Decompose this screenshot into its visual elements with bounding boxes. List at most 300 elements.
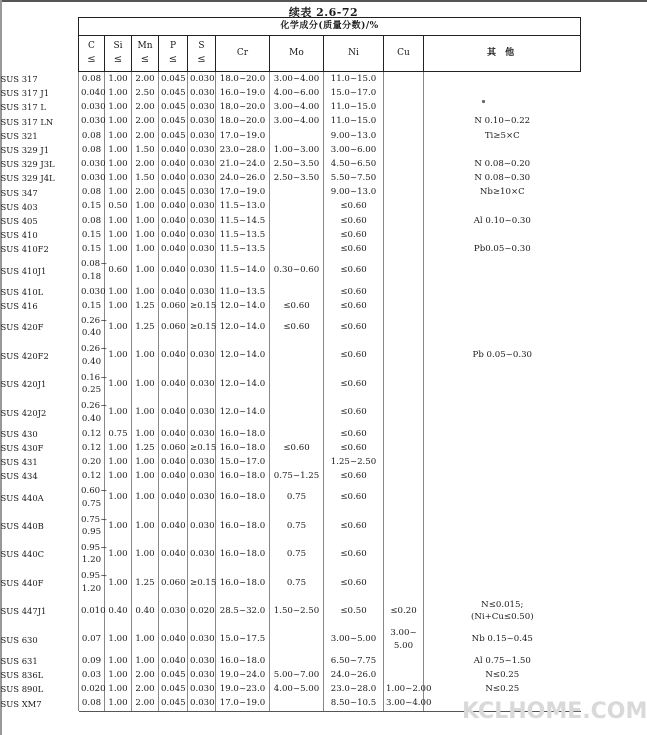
cell-si: 1.00 [105,370,132,398]
cell-ni: ≤0.60 [324,256,384,284]
cell-cr: 16.0~18.0 [216,512,270,540]
table-row [79,157,581,171]
table-row [79,469,581,483]
cell-cr: 18.0~20.0 [216,100,270,114]
cell-ni: ≤0.60 [324,242,384,256]
cell-cr: 16.0~18.0 [216,441,270,455]
cell-c [79,398,108,426]
table-row [79,242,581,256]
cell-s: 0.030 [188,625,216,653]
cell-si: 1.00 [105,72,132,87]
cell-p: 0.045 [159,668,188,682]
cell-si: 1.00 [105,242,132,256]
grade-label: SUS 329 J4L [0,173,55,184]
cell-c: 0.030 [79,171,105,185]
cell-c: 0.030 [79,157,105,171]
cell-mo [270,200,324,214]
cell-s: 0.030 [188,72,216,87]
cell-other [424,427,581,441]
cell-p: 0.040 [159,654,188,668]
table-row [79,256,581,284]
cell-other: Pb 0.05~0.30 [424,342,581,370]
cell-mn: 1.00 [132,370,159,398]
cell-ni: 11.0~15.0 [324,115,384,129]
cell-c: 0.030 [79,285,105,299]
header-si-label: Si [113,41,123,51]
grade-label: SUS 430 [0,428,38,439]
cell-cu [384,441,424,455]
cell-cr: 11.5~13.0 [216,200,270,214]
grade-label: SUS 410 [0,229,38,240]
cell-s: 0.030 [188,242,216,256]
cell-cu [384,512,424,540]
cell-other-line: (Ni+Cu≤0.50) [470,612,534,623]
cell-c-line: 0.75~ [81,514,108,525]
cell-cr: 17.0~19.0 [216,186,270,200]
cell-ni: ≤0.60 [324,441,384,455]
cell-cu [384,342,424,370]
cell-c: 0.020 [79,682,105,696]
cell-cu [384,427,424,441]
table-row [79,512,581,540]
cell-s: ≥0.15 [188,569,216,597]
header-other: 其 他 [424,36,581,72]
page-top-edge [0,0,647,2]
cell-mo: 0.75~1.25 [270,469,324,483]
cell-mo: 1.50~2.50 [270,597,324,625]
cell-cu [384,143,424,157]
cell-ni: ≤0.50 [324,597,384,625]
cell-mn: 1.50 [132,171,159,185]
cell-s: 0.030 [188,86,216,100]
cell-ni: ≤0.60 [324,370,384,398]
cell-ni: ≤0.60 [324,469,384,483]
cell-c [79,342,108,370]
grade-label: SUS 416 [0,300,38,311]
table-body [0,72,581,712]
cell-si: 1.00 [105,100,132,114]
cell-c: 0.15 [79,242,105,256]
cell-other [424,313,581,341]
cell-mn: 2.00 [132,115,159,129]
grade-label: SUS 890L [0,684,44,695]
cell-ni: ≤0.60 [324,398,384,426]
cell-mn: 1.00 [132,285,159,299]
cell-p: 0.040 [159,342,188,370]
cell-cr: 28.5~32.0 [216,597,270,625]
cell-p: 0.040 [159,256,188,284]
cell-mo [270,129,324,143]
cell-other [424,569,581,597]
header-c [79,36,105,72]
cell-p: 0.040 [159,157,188,171]
cell-cu [384,200,424,214]
header-s-label: S [198,41,205,51]
cell-cu [384,256,424,284]
cell-s: 0.030 [188,129,216,143]
header-composition-group: 化学成分(质量分数)/% [79,18,581,36]
cell-s: 0.030 [188,427,216,441]
cell-c-line: 0.40 [81,328,102,339]
cell-mn: 1.00 [132,214,159,228]
cell-mo: 3.00~4.00 [270,100,324,114]
cell-ni: 4.50~6.50 [324,157,384,171]
cell-cr: 17.0~19.0 [216,129,270,143]
cell-c: 0.08 [79,186,105,200]
cell-cr: 12.0~14.0 [216,342,270,370]
cell-cu [384,171,424,185]
cell-c-line: 0.95 [81,527,102,538]
cell-cr: 18.0~20.0 [216,115,270,129]
cell-cu [384,313,424,341]
cell-p: 0.040 [159,200,188,214]
header-c-label: C [88,41,95,51]
cell-other: N 0.08~0.20 [424,157,581,171]
cell-cr: 12.0~14.0 [216,370,270,398]
cell-s: 0.030 [188,228,216,242]
cell-s: 0.030 [188,398,216,426]
table-row [79,214,581,228]
cell-mn: 1.00 [132,512,159,540]
cell-cr: 23.0~28.0 [216,143,270,157]
grade-label: SUS 430F [0,442,44,453]
cell-mo: 2.50~3.50 [270,171,324,185]
cell-cu [384,398,424,426]
cell-cr: 11.5~14.0 [216,256,270,284]
cell-other: Pb0.05~0.30 [424,242,581,256]
cell-c: 0.040 [79,86,105,100]
cell-c [79,512,108,540]
table-row [79,569,581,597]
cell-mo: ≤0.60 [270,313,324,341]
cell-c-line: 0.26~ [81,401,108,412]
table-row [79,484,581,512]
cell-si: 1.00 [105,625,132,653]
cell-c [79,484,108,512]
table-row [79,186,581,200]
grade-label: SUS 434 [0,471,38,482]
cell-c [79,256,108,284]
cell-si: 0.50 [105,200,132,214]
cell-mn: 1.00 [132,484,159,512]
cell-si: 1.00 [105,540,132,568]
cell-other-line: N≤0.015; [481,599,524,610]
grade-label: SUS 420F [0,322,44,333]
cell-mo: ≤0.60 [270,441,324,455]
cell-p: 0.040 [159,370,188,398]
cell-p: 0.040 [159,427,188,441]
cell-si: 1.00 [105,654,132,668]
cell-c: 0.15 [79,228,105,242]
cell-c: 0.08 [79,129,105,143]
header-si [105,36,132,72]
cell-mn: 2.50 [132,86,159,100]
grade-label: SUS 440C [0,549,45,560]
cell-c [79,370,108,398]
cell-other [424,86,581,100]
table-row [79,668,581,682]
header-p-limit: ≤ [168,54,178,65]
cell-ni: ≤0.60 [324,214,384,228]
table-row [79,129,581,143]
cell-c-line: 1.20 [81,555,102,566]
cell-cu [384,242,424,256]
cell-cr: 11.5~13.5 [216,228,270,242]
cell-c-line: 0.08~ [81,259,108,270]
header-s [188,36,216,72]
cell-ni: 23.0~28.0 [324,682,384,696]
grade-label: SUS 420J1 [0,378,47,389]
cell-other: Nb 0.15~0.45 [424,625,581,653]
grade-label: SUS 630 [0,634,38,645]
table-row [79,370,581,398]
cell-c: 0.20 [79,455,105,469]
cell-mo: 0.75 [270,512,324,540]
cell-cr: 18.0~20.0 [216,72,270,87]
grade-label: SUS 329 J1 [0,144,50,155]
cell-mo [270,285,324,299]
cell-mo: ≤0.60 [270,299,324,313]
cell-other [424,100,581,114]
table-row [79,100,581,114]
cell-c [79,540,108,568]
table-row [79,427,581,441]
cell-p: 0.045 [159,115,188,129]
cell-ni: ≤0.60 [324,228,384,242]
grade-label: SUS 317 [0,73,38,84]
cell-si: 0.60 [105,256,132,284]
cell-si: 1.00 [105,342,132,370]
cell-si: 0.75 [105,427,132,441]
cell-s: 0.030 [188,540,216,568]
cell-cr: 11.5~14.5 [216,214,270,228]
cell-mo: 1.00~3.00 [270,143,324,157]
table-row [79,342,581,370]
cell-p: 0.040 [159,285,188,299]
cell-si: 1.00 [105,668,132,682]
cell-ni: ≤0.60 [324,512,384,540]
cell-mo: 4.00~5.00 [270,682,324,696]
cell-si: 0.40 [105,597,132,625]
cell-si: 1.00 [105,469,132,483]
cell-mn: 1.25 [132,569,159,597]
cell-other: N≤0.25 [424,668,581,682]
cell-mn: 1.00 [132,256,159,284]
cell-ni: 5.50~7.50 [324,171,384,185]
cell-s: 0.030 [188,455,216,469]
cell-s: 0.030 [188,143,216,157]
cell-cu [384,469,424,483]
cell-mn: 1.00 [132,200,159,214]
cell-p: 0.040 [159,171,188,185]
cell-mo: 0.75 [270,484,324,512]
cell-cr: 16.0~18.0 [216,540,270,568]
cell-cr: 19.0~23.0 [216,682,270,696]
cell-c: 0.03 [79,668,105,682]
cell-s: 0.030 [188,512,216,540]
cell-cu [384,214,424,228]
cell-p: 0.060 [159,313,188,341]
cell-c: 0.07 [79,625,105,653]
cell-ni: 9.00~13.0 [324,129,384,143]
cell-cu [384,569,424,597]
cell-mn: 1.00 [132,228,159,242]
cell-other: Al 0.75~1.50 [424,654,581,668]
header-mo: Mo [270,36,324,72]
cell-p: 0.045 [159,86,188,100]
cell-cu: 3.00~4.00 [384,696,424,711]
cell-mo: 3.00~4.00 [270,115,324,129]
cell-mo: 5.00~7.00 [270,668,324,682]
cell-mo [270,696,324,711]
cell-s: 0.030 [188,115,216,129]
cell-mo [270,214,324,228]
cell-mn: 1.00 [132,427,159,441]
cell-si: 1.00 [105,214,132,228]
cell-mo [270,228,324,242]
cell-s: 0.030 [188,682,216,696]
table-row [79,299,581,313]
grade-label: SUS 405 [0,215,38,226]
cell-mo [270,625,324,653]
cell-cu [384,129,424,143]
cell-mo: 4.00~6.00 [270,86,324,100]
cell-cr: 16.0~18.0 [216,469,270,483]
cell-cu [384,370,424,398]
header-si-limit: ≤ [113,54,123,65]
header-cr: Cr [216,36,270,72]
cell-cr: 15.0~17.5 [216,625,270,653]
cell-s: 0.030 [188,668,216,682]
cell-mo [270,398,324,426]
grade-label: SUS 420J2 [0,407,47,418]
table-row [79,86,581,100]
cell-p: 0.040 [159,455,188,469]
cell-ni: 9.00~13.0 [324,186,384,200]
cell-mn: 1.00 [132,540,159,568]
table-row [79,72,581,87]
grade-label: SUS 431 [0,457,38,468]
cell-si: 1.00 [105,186,132,200]
cell-cr: 17.0~19.0 [216,696,270,711]
cell-mn: 1.50 [132,143,159,157]
grade-label: SUS 836L [0,669,44,680]
grade-label: SUS 440B [0,520,44,531]
cell-p: 0.040 [159,625,188,653]
table-row [79,625,581,653]
cell-ni: ≤0.60 [324,313,384,341]
cell-other [424,228,581,242]
cell-mo [270,342,324,370]
cell-other: N 0.10~0.22 [424,115,581,129]
table-caption: 续表 2.6-72 [288,6,359,19]
table-row [79,285,581,299]
header-s-limit: ≤ [197,54,206,65]
cell-c-line: 0.60~ [81,486,108,497]
cell-p: 0.040 [159,469,188,483]
cell-p: 0.040 [159,398,188,426]
cell-si: 1.00 [105,299,132,313]
cell-ni: 3.00~5.00 [324,625,384,653]
cell-ni: 11.0~15.0 [324,72,384,87]
cell-c: 0.12 [79,441,105,455]
cell-mo: 2.50~3.50 [270,157,324,171]
cell-cr: 16.0~18.0 [216,569,270,597]
cell-si: 1.00 [105,313,132,341]
cell-p: 0.045 [159,186,188,200]
cell-si: 1.00 [105,398,132,426]
cell-p: 0.040 [159,228,188,242]
cell-cr: 16.0~18.0 [216,484,270,512]
cell-other [424,370,581,398]
cell-ni: 6.50~7.75 [324,654,384,668]
cell-ni: 3.00~6.00 [324,143,384,157]
cell-c-line: 0.25 [81,385,102,396]
table-row [79,441,581,455]
grade-label: SUS 447J1 [0,606,47,617]
cell-cu [384,86,424,100]
cell-c: 0.030 [79,115,105,129]
cell-other: Nb≥10×C [424,186,581,200]
table-row [79,313,581,341]
cell-p: 0.060 [159,569,188,597]
table-row [79,455,581,469]
cell-mo [270,455,324,469]
cell-p: 0.045 [159,100,188,114]
header-mn-label: Mn [137,41,153,51]
cell-si: 1.00 [105,285,132,299]
cell-s: 0.030 [188,171,216,185]
cell-cr: 12.0~14.0 [216,299,270,313]
cell-cr: 12.0~14.0 [216,398,270,426]
cell-cu [384,299,424,313]
cell-mn: 2.00 [132,682,159,696]
cell-cu [384,654,424,668]
cell-p: 0.060 [159,441,188,455]
cell-c-line: 0.26~ [81,315,108,326]
cell-c: 0.08 [79,696,105,711]
cell-ni: 1.25~2.50 [324,455,384,469]
cell-cu: 1.00~2.00 [384,682,424,696]
cell-s: 0.030 [188,186,216,200]
grade-label: SUS 631 [0,655,38,666]
cell-c-line: 0.95~ [81,543,108,554]
cell-c-line: 0.75 [81,498,102,509]
cell-c-line: 1.20 [81,583,102,594]
grade-label: SUS 403 [0,201,38,212]
cell-c [79,313,108,341]
cell-mn: 2.00 [132,186,159,200]
cell-c: 0.08 [79,214,105,228]
cell-p: 0.040 [159,242,188,256]
cell-c-line: 0.40 [81,356,102,367]
cell-si: 1.00 [105,441,132,455]
grade-label: SUS 440F [0,577,44,588]
cell-ni: ≤0.60 [324,200,384,214]
cell-s: 0.030 [188,342,216,370]
cell-c [79,569,108,597]
cell-other [424,597,581,625]
cell-other: Ti≥5×C [424,129,581,143]
cell-other [424,299,581,313]
grade-label: SUS 321 [0,130,38,141]
cell-s: ≥0.15 [188,441,216,455]
cell-cu-line: 5.00 [393,640,414,651]
cell-mn: 1.00 [132,455,159,469]
cell-c-line: 0.95~ [81,571,108,582]
cell-mn: 1.25 [132,313,159,341]
grade-label: SUS 317 L [0,102,46,113]
